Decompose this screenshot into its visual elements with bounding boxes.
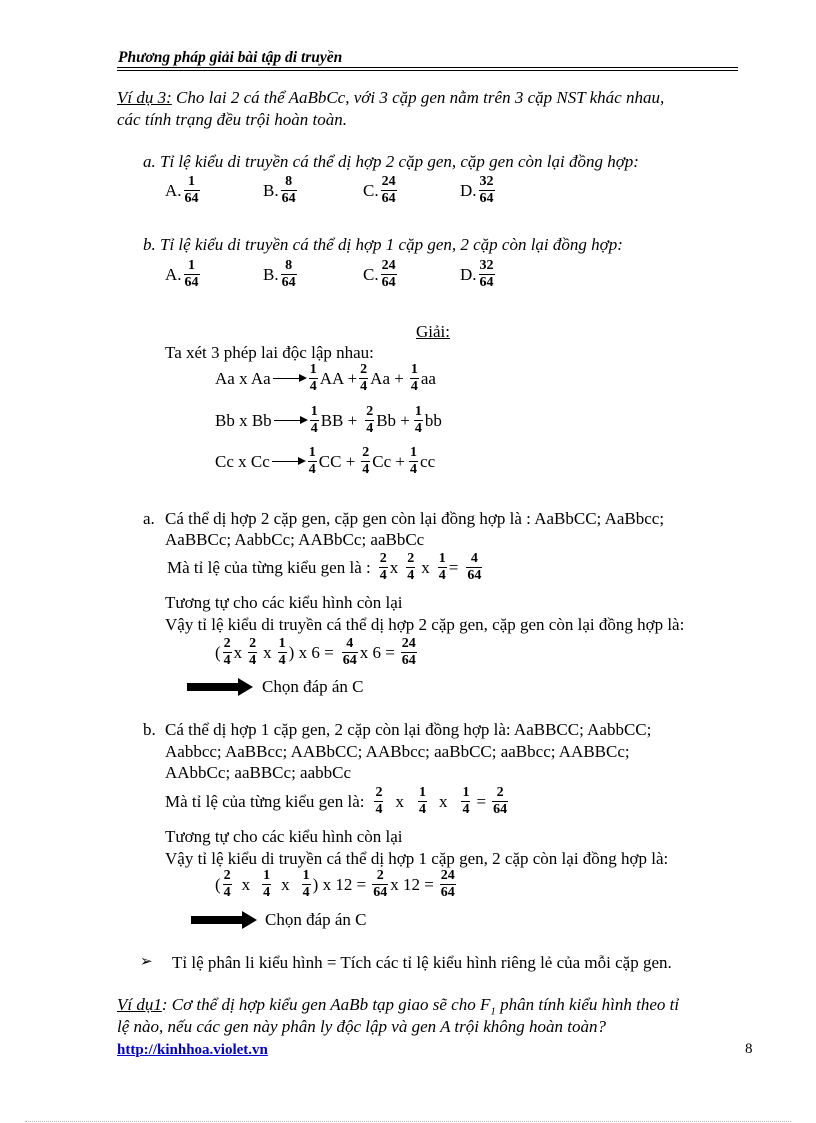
fraction: $\frac{8}{64}$ (281, 258, 296, 290)
header-rule-bottom (117, 70, 738, 71)
arrow-icon (273, 378, 305, 379)
fraction: $\frac{2}{4}$ (375, 785, 383, 817)
fraction: $\frac{1}{4}$ (438, 551, 446, 583)
part-b-similar: Tương tự cho các kiểu hình còn lại (165, 827, 403, 846)
cross-cc: Cc x Cc $\frac{1}{4}$ CC + $\frac{2}{4}$ Cc + $\frac{1}{4}$ cc (215, 445, 436, 477)
rule-statement: Tỉ lệ phân li kiểu hình = Tích các tỉ lệ kiểu hình riêng lẻ của mỗi cặp gen. (172, 953, 672, 972)
solution-intro: Ta xét 3 phép lai độc lập nhau: (165, 343, 374, 362)
fraction: $\frac{2}{4}$ (223, 868, 231, 900)
fraction: $\frac{2}{4}$ (360, 362, 368, 394)
part-b-choice: Chọn đáp án C (265, 910, 367, 929)
part-b-ratio: Mà tỉ lệ của từng kiểu gen là: $\frac{2}{4}$ x $\frac{1}{4}$ x $\frac{1}{4}$ = $\frac{2}{64}$ (165, 785, 508, 817)
fraction: $\frac{1}{64}$ (184, 174, 199, 206)
fraction: $\frac{4}{64}$ (467, 551, 482, 583)
arrow-icon (274, 420, 306, 421)
option-b-B: B. $\frac{8}{64}$ (263, 258, 296, 290)
solution-title: Giải: (416, 322, 450, 341)
fraction: $\frac{2}{4}$ (249, 636, 257, 668)
cross-bb: Bb x Bb $\frac{1}{4}$ BB + $\frac{2}{4}$ Bb + $\frac{1}{4}$ bb (215, 404, 442, 436)
question-b: b. Tỉ lệ kiểu di truyền cá thể dị hợp 1 cặp gen, 2 cặp còn lại đồng hợp: (143, 235, 623, 254)
option-b-D: D. $\frac{32}{64}$ (460, 258, 494, 290)
arrow-icon (272, 461, 304, 462)
fraction: $\frac{8}{64}$ (281, 174, 296, 206)
fraction: $\frac{2}{64}$ (493, 785, 508, 817)
bullet-arrow-icon: ➢ (140, 954, 153, 970)
question-a: a. Tỉ lệ kiểu di truyền cá thể dị hợp 2 cặp gen, cặp gen còn lại đồng hợp: (143, 152, 639, 171)
fraction: $\frac{2}{4}$ (379, 551, 387, 583)
part-b-label: b. (143, 720, 156, 739)
fraction: $\frac{2}{4}$ (366, 404, 374, 436)
example3-line1: Ví dụ 3: Cho lai 2 cá thể AaBbCc, với 3 cặp gen nằm trên 3 cặp NST khác nhau, (117, 88, 665, 107)
fraction: $\frac{1}{4}$ (462, 785, 470, 817)
fraction: $\frac{4}{64}$ (342, 636, 357, 668)
part-a-ratio: Mà tỉ lệ của từng kiểu gen là : $\frac{2}{4}$ x $\frac{2}{4}$ x $\frac{1}{4}$ = $\frac{4}{64}$ (167, 551, 482, 583)
cross-aa: Aa x Aa $\frac{1}{4}$ AA + $\frac{2}{4}$ Aa + $\frac{1}{4}$ aa (215, 362, 436, 394)
header-rule-top (117, 67, 738, 68)
option-a-D: D. $\frac{32}{64}$ (460, 174, 494, 206)
example1-line2: lệ nào, nếu các gen này phân ly độc lập và gen A trội không hoàn toàn? (117, 1017, 606, 1036)
fraction: $\frac{24}{64}$ (381, 174, 396, 206)
part-a-line2: AaBBCc; AabbCc; AABbCc; aaBbCc (165, 530, 425, 549)
fraction: $\frac{32}{64}$ (479, 258, 494, 290)
header-title: Phương pháp giải bài tập di truyền (118, 49, 343, 66)
part-b-line3: AAbbCc; aaBBCc; aabbCc (165, 763, 352, 782)
part-b-calc: ( $\frac{2}{4}$ x $\frac{1}{4}$ x $\frac{1}{4}$ ) x 12 = $\frac{2}{64}$ x 12 = $\frac{24}{64}$ (215, 868, 455, 900)
fraction: $\frac{1}{4}$ (410, 445, 418, 477)
fraction: $\frac{24}{64}$ (401, 636, 416, 668)
option-a-B: B. $\frac{8}{64}$ (263, 174, 296, 206)
fraction: $\frac{1}{4}$ (308, 445, 316, 477)
part-a-line1: Cá thể dị hợp 2 cặp gen, cặp gen còn lại đồng hợp là : AaBbCC; AaBbcc; (165, 509, 665, 528)
option-a-A: A. $\frac{1}{64}$ (165, 174, 199, 206)
fraction: $\frac{1}{4}$ (310, 404, 318, 436)
page-bottom-border (25, 1121, 791, 1122)
fraction: $\frac{2}{4}$ (223, 636, 231, 668)
option-a-C: C. $\frac{24}{64}$ (363, 174, 396, 206)
part-a-calc: ( $\frac{2}{4}$ x $\frac{2}{4}$ x $\frac{1}{4}$ ) x 6 = $\frac{4}{64}$ x 6 = $\frac{24}{64}$ (215, 636, 416, 668)
answer-arrow-icon (187, 683, 239, 691)
fraction: $\frac{2}{4}$ (407, 551, 415, 583)
option-b-A: A. $\frac{1}{64}$ (165, 258, 199, 290)
part-a-similar: Tương tự cho các kiểu hình còn lại (165, 593, 403, 612)
part-a-conclusion: Vậy tỉ lệ kiểu di truyền cá thể dị hợp 2 cặp gen, cặp gen còn lại đồng hợp là: (165, 615, 685, 634)
fraction: $\frac{1}{4}$ (414, 404, 422, 436)
example1-label: Ví dụ1 (117, 995, 162, 1014)
page-number: 8 (745, 1041, 753, 1057)
fraction: $\frac{24}{64}$ (440, 868, 455, 900)
fraction: $\frac{1}{4}$ (263, 868, 271, 900)
option-b-C: C. $\frac{24}{64}$ (363, 258, 396, 290)
fraction: $\frac{1}{4}$ (278, 636, 286, 668)
part-b-line1: Cá thể dị hợp 1 cặp gen, 2 cặp còn lại đồng hợp là: AaBBCC; AabbCC; (165, 720, 652, 739)
part-a-choice: Chọn đáp án C (262, 677, 364, 696)
part-a-label: a. (143, 509, 155, 528)
fraction: $\frac{2}{4}$ (362, 445, 370, 477)
answer-arrow-icon (191, 916, 243, 924)
fraction: $\frac{1}{4}$ (302, 868, 310, 900)
footer-link[interactable]: http://kinhhoa.violet.vn (117, 1042, 268, 1058)
part-b-conclusion: Vậy tỉ lệ kiểu di truyền cá thể dị hợp 1 cặp gen, 2 cặp còn lại đồng hợp là: (165, 849, 669, 868)
example3-line2: các tính trạng đều trội hoàn toàn. (117, 110, 347, 129)
fraction: $\frac{1}{4}$ (410, 362, 418, 394)
fraction: $\frac{1}{4}$ (418, 785, 426, 817)
fraction: $\frac{24}{64}$ (381, 258, 396, 290)
example1-line1: Ví dụ1: Cơ thể dị hợp kiểu gen AaBb tạp giao sẽ cho $F_1$ phân tính kiểu hình theo tỉ (117, 995, 680, 1018)
fraction: $\frac{2}{64}$ (373, 868, 388, 900)
part-b-line2: Aabbcc; AaBBcc; AABbCC; AABbcc; aaBbCC; aaBbcc; AABBCc; (165, 742, 630, 761)
fraction: $\frac{1}{64}$ (184, 258, 199, 290)
example3-label: Ví dụ 3: (117, 88, 172, 107)
fraction: $\frac{1}{4}$ (309, 362, 317, 394)
fraction: $\frac{32}{64}$ (479, 174, 494, 206)
